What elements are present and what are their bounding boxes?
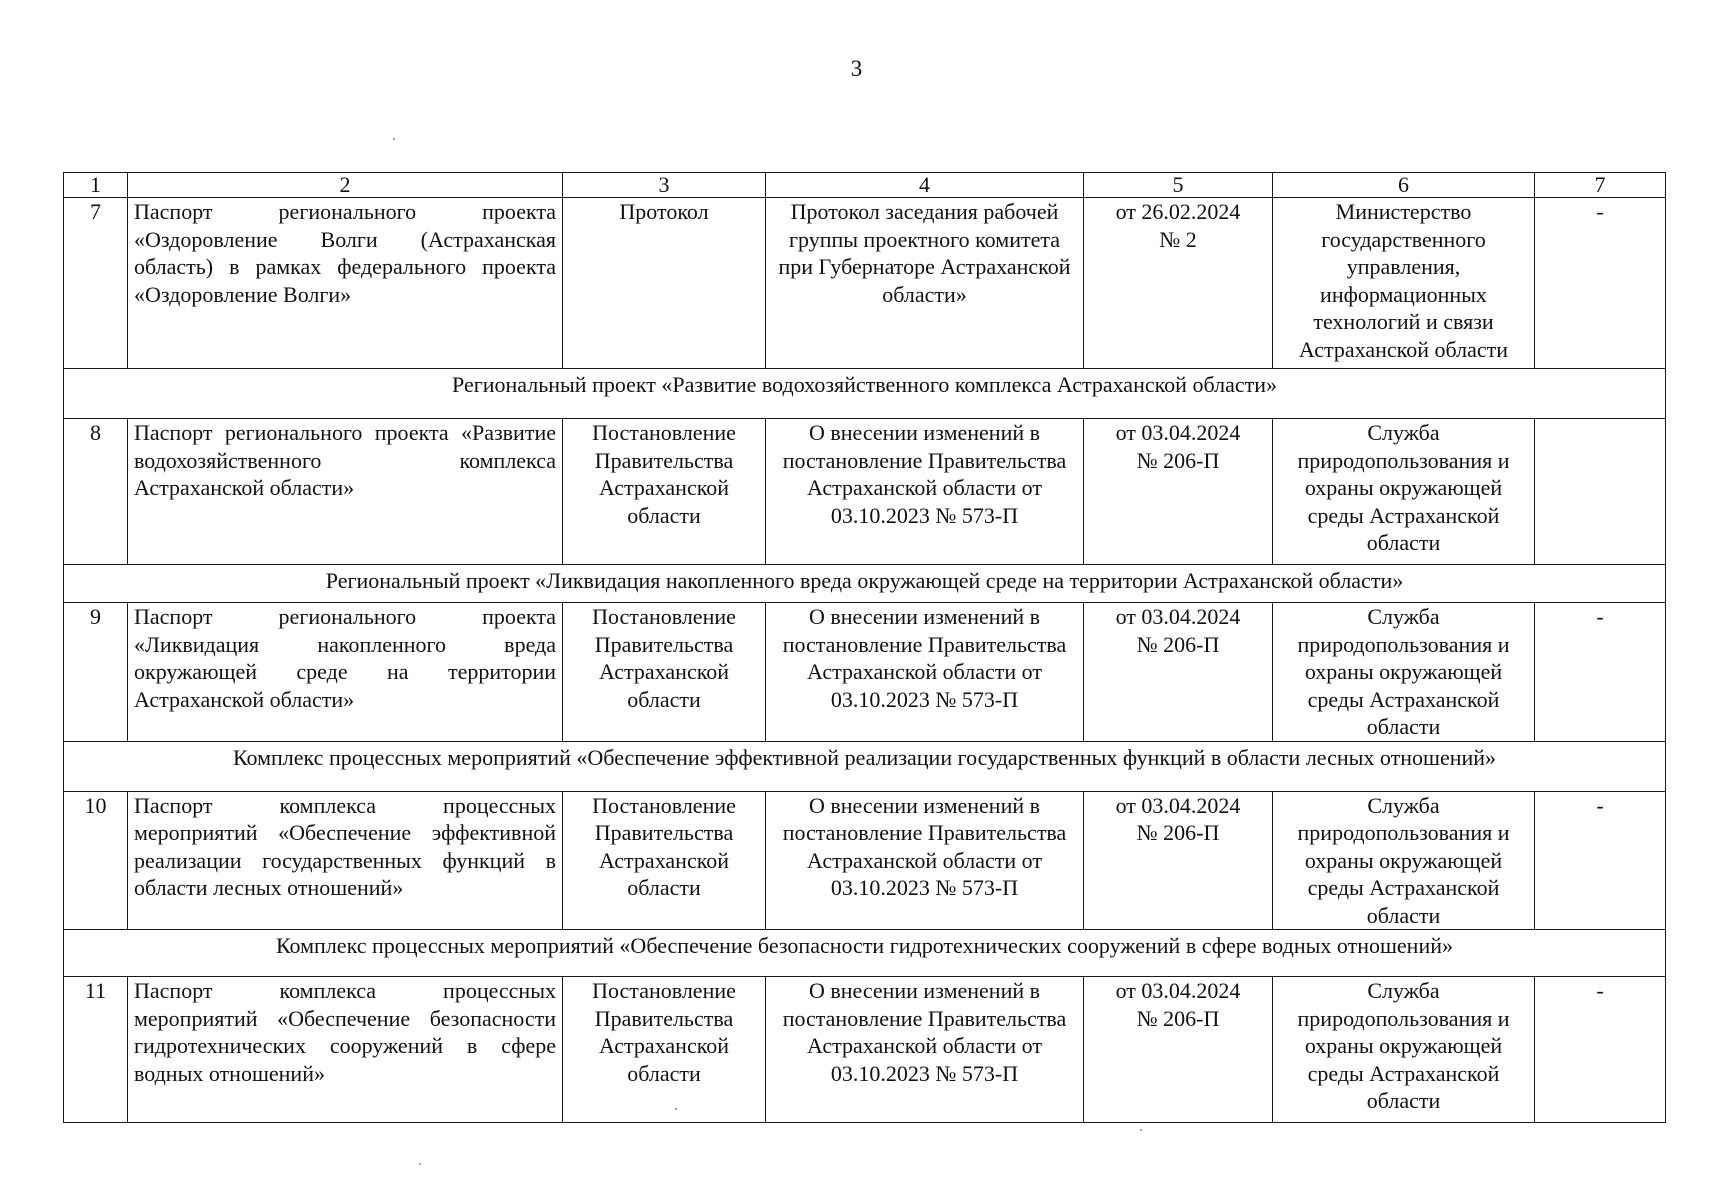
page-number: 3 — [850, 56, 863, 81]
column-number: 6 — [1273, 173, 1535, 198]
document-date: от 03.04.2024 — [1115, 420, 1241, 445]
document-type: Постановление Правительства Астраханской области — [563, 603, 766, 742]
section-title: Региональный проект «Развитие водохозяйственного комплекса Астраханской области» — [64, 369, 1666, 419]
document-number: № 206-П — [1136, 631, 1220, 657]
document-date: от 03.04.2024 — [1115, 978, 1241, 1003]
note: - — [1535, 977, 1666, 1123]
note — [1535, 419, 1666, 565]
passport-name: Паспорт регионального проекта «Развитие водохозяйственного комплекса Астраханской области» — [128, 419, 563, 565]
document-title: Протокол заседания рабочей группы проектного комитета при Губернаторе Астраханской области» — [766, 198, 1084, 369]
passport-name: Паспорт комплекса процессных мероприятий «Обеспечение эффективной реализации государственных функций в области лесных отношений» — [128, 791, 563, 930]
column-number-row — [64, 173, 1666, 198]
column-number: 5 — [1084, 173, 1273, 198]
document-date-cell — [1084, 419, 1273, 565]
responsible-authority: Служба природопользования и охраны окружающей среды Астраханской области — [1273, 603, 1535, 742]
document-date: от 03.04.2024 — [1115, 792, 1241, 818]
document-table — [63, 172, 1666, 1123]
scan-speck — [393, 138, 395, 140]
section-row — [64, 741, 1666, 791]
document-title: О внесении изменений в постановление Правительства Астраханской области от 03.10.2023 № 573-П — [766, 791, 1084, 930]
document-date-cell — [1084, 791, 1273, 930]
responsible-authority: Служба природопользования и охраны окружающей среды Астраханской области — [1273, 977, 1535, 1123]
table-row — [64, 603, 1666, 742]
document-date: от 26.02.2024 — [1115, 199, 1241, 224]
document-number: № 206-П — [1136, 447, 1220, 473]
document-number: № 206-П — [1136, 820, 1220, 845]
table-row — [64, 198, 1666, 369]
document-date-cell — [1084, 603, 1273, 742]
document-title: О внесении изменений в постановление Правительства Астраханской области от 03.10.2023 № 573-П — [766, 603, 1084, 742]
section-row — [64, 565, 1666, 603]
row-number: 8 — [64, 419, 128, 565]
document-number: № 206-П — [1136, 1005, 1220, 1031]
responsible-authority: Служба природопользования и охраны окружающей среды Астраханской области — [1273, 791, 1535, 930]
section-title: Комплекс процессных мероприятий «Обеспечение эффективной реализации государственных функций в области лесных отношений» — [64, 741, 1666, 791]
section-row — [64, 930, 1666, 977]
column-number: 7 — [1535, 173, 1666, 198]
passport-name: Паспорт комплекса процессных мероприятий «Обеспечение безопасности гидротехнических сооружений в сфере водных отношений» — [128, 977, 563, 1123]
table-row — [64, 419, 1666, 565]
column-number: 1 — [64, 173, 128, 198]
scan-speck — [1140, 1129, 1142, 1131]
document-date-cell — [1084, 198, 1273, 369]
row-number: 9 — [64, 603, 128, 742]
section-row — [64, 369, 1666, 419]
passport-name: Паспорт регионального проекта «Ликвидация накопленного вреда окружающей среде на территории Астраханской области» — [128, 603, 563, 742]
document-number: № 2 — [1159, 226, 1197, 252]
column-number: 4 — [766, 173, 1084, 198]
row-number: 10 — [64, 791, 128, 930]
document-type: Постановление Правительства Астраханской области — [563, 791, 766, 930]
responsible-authority: Министерство государственного управления, информационных технологий и связи Астраханской области — [1273, 198, 1535, 369]
responsible-authority: Служба природопользования и охраны окружающей среды Астраханской области — [1273, 419, 1535, 565]
table-row — [64, 977, 1666, 1123]
document-date: от 03.04.2024 — [1115, 604, 1241, 629]
scan-speck — [675, 1108, 677, 1110]
document-type: Постановление Правительства Астраханской области — [563, 977, 766, 1123]
section-title: Комплекс процессных мероприятий «Обеспечение безопасности гидротехнических сооружений в сфере водных отношений» — [64, 930, 1666, 977]
row-number: 11 — [64, 977, 128, 1123]
document-type: Протокол — [563, 198, 766, 369]
row-number: 7 — [64, 198, 128, 369]
table-row — [64, 791, 1666, 930]
section-title: Региональный проект «Ликвидация накопленного вреда окружающей среде на территории Астраханской области» — [64, 565, 1666, 603]
note: - — [1535, 198, 1666, 369]
document-type: Постановление Правительства Астраханской области — [563, 419, 766, 565]
passport-name: Паспорт регионального проекта «Оздоровление Волги (Астраханская область) в рамках федерального проекта «Оздоровление Волги» — [128, 198, 563, 369]
scan-speck — [419, 1163, 421, 1165]
column-number: 3 — [563, 173, 766, 198]
note: - — [1535, 791, 1666, 930]
document-date-cell — [1084, 977, 1273, 1123]
column-number: 2 — [128, 173, 563, 198]
note: - — [1535, 603, 1666, 742]
document-title: О внесении изменений в постановление Правительства Астраханской области от 03.10.2023 № 573-П — [766, 419, 1084, 565]
document-title: О внесении изменений в постановление Правительства Астраханской области от 03.10.2023 № 573-П — [766, 977, 1084, 1123]
